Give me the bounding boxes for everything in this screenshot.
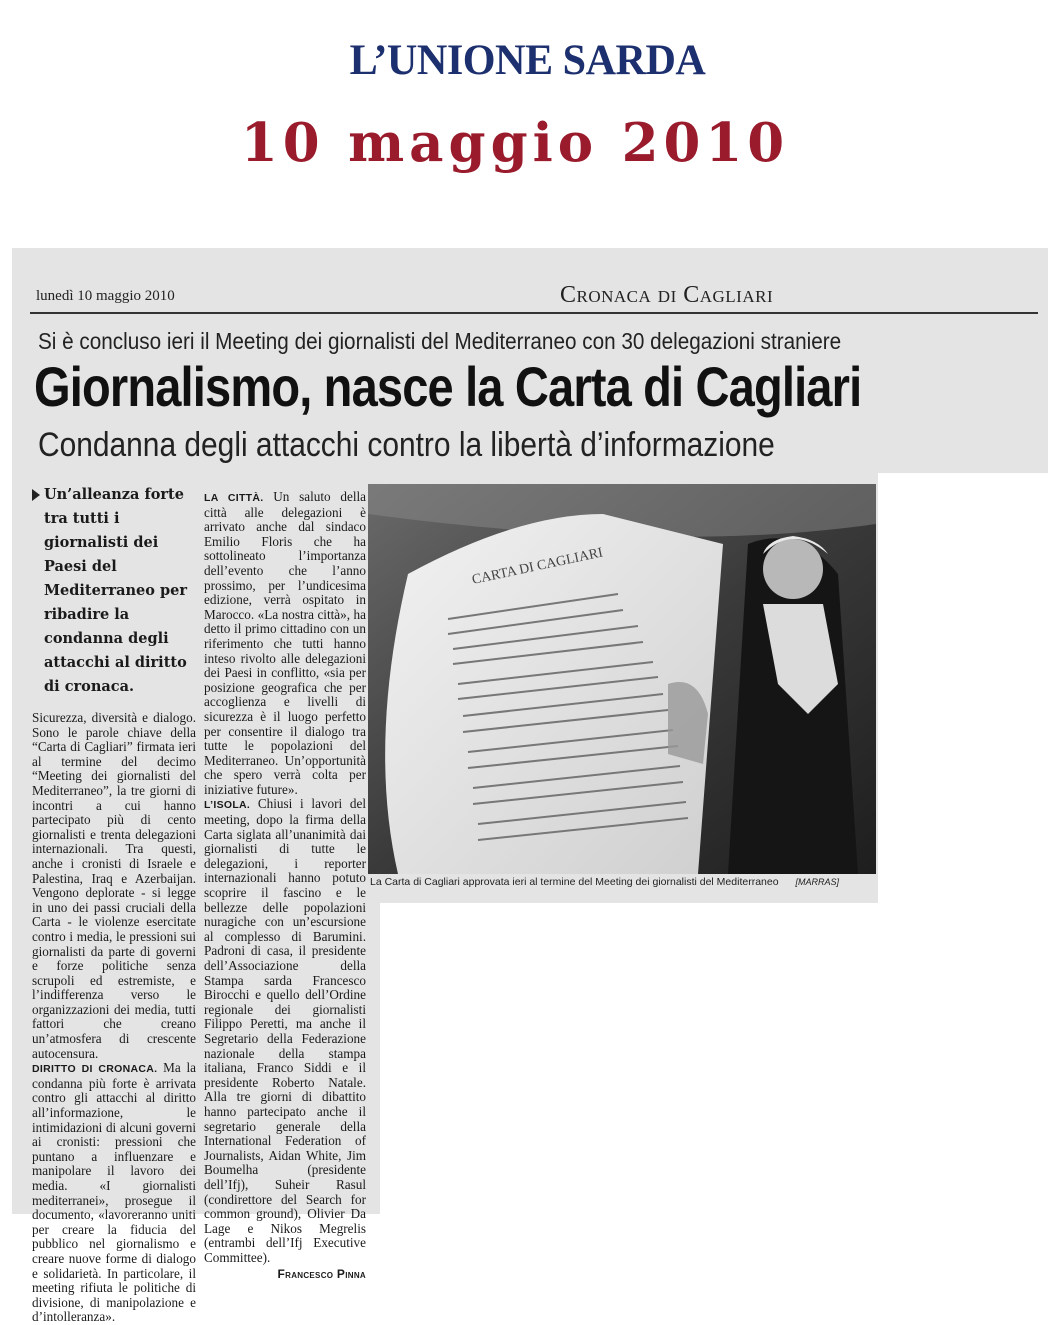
- clipping-cutout-bottom: [380, 903, 1048, 1214]
- body-paragraph-4: [204, 797, 366, 1265]
- bullet-marker-icon: [32, 489, 40, 501]
- subhead-citta: LA CITTÀ.: [204, 492, 264, 504]
- kicker: Si è concluso ieri il Meeting dei giornalisti del Mediterraneo con 30 delegazioni straniere: [38, 328, 842, 354]
- article-column-1: [32, 483, 196, 1325]
- subheadline: Condanna degli attacchi contro la libertà d’informazione: [38, 426, 775, 464]
- running-date: lunedì 10 maggio 2010: [36, 288, 175, 304]
- subhead-diritto: DIRITTO DI CRONACA.: [32, 1063, 158, 1076]
- lead-paragraph: [32, 483, 196, 699]
- newspaper-clipping: [12, 248, 1048, 1325]
- headline: Giornalismo, nasce la Carta di Cagliari: [34, 355, 862, 418]
- photo-illustration: [368, 484, 876, 874]
- masthead: L’UNIONE SARDA: [349, 37, 706, 84]
- lead-text: Un’alleanza forte tra tutti i giornalisti dei Paesi del Mediterraneo per ribadire la condanna degli attacchi al diritto di cronaca.: [44, 486, 188, 695]
- body-paragraph-1: Sicurezza, diversità e dialogo. Sono le parole chiave della “Carta di Cagliari” firmata ieri al termine del decimo “Meeting dei giornalisti del Mediterraneo”, la tre giorni di incontri a cui hanno partecipato più di cento giornalisti e trenta delegazioni internazionali. Tra questi, anche i cronisti di Israele e Palestina, Iraq e Azerbaijan. Vengono deplorate - si legge in uno dei passi cruciali della Carta - le violenze esercitate contro i media, le pressioni sui giornalisti da parte di governi e forze politiche senza scrupoli ed estremiste, e l’indifferenza verso le organizzazioni dei media, tutti fattori che creano un’atmosfera di crescente autocensura.: [32, 710, 196, 1061]
- body-paragraph-3: [204, 490, 366, 797]
- photo-caption: [370, 876, 876, 888]
- article-photo: [368, 484, 876, 874]
- article-column-2: [204, 490, 366, 1282]
- caption-text: La Carta di Cagliari approvata ieri al termine del Meeting dei giornalisti del Mediterraneo: [370, 876, 779, 888]
- clipping-cutout-right: [878, 473, 1048, 903]
- header-rule: [30, 312, 1038, 314]
- section-title: Cronaca di Cagliari: [560, 282, 774, 308]
- publication-date: 10 maggio 2010: [240, 112, 790, 174]
- photo-credit: [MARRAS]: [795, 877, 839, 887]
- body-paragraph-2-text: Ma la condanna più forte è arrivata contro gli attacchi al diritto all’informazione, le intimidazioni di alcuni governi ai cronisti: pressioni che puntano a influenzare e manipolare il lavoro dei media. «I giornalisti mediterranei», prosegue il documento, «lavoreranno uniti per creare la fiducia del pubblico nel giornalismo e creare nuove forme di dialogo e solidarietà. In particolare, il meeting rifiuta le politiche di divisione, di manipolazione e d’intolleranza».: [32, 1060, 196, 1325]
- charter-title: CARTA DI CAGLIARI: [470, 545, 605, 588]
- byline: Francesco Pinna: [277, 1267, 366, 1282]
- body-paragraph-4-text: Chiusi i lavori del meeting, dopo la firma della Carta siglata all’unanimità dai giornalisti di tutte le delegazioni, i reporter internazionali hanno potuto scoprire il fascino e le bellezze delle popolazioni nuragiche con un’escursione al complesso di Barumini. Padroni di casa, il presidente dell’Associazione della Stampa sarda Francesco Birocchi e quello dell’Ordine regionale dei giornalisti Filippo Peretti, ma anche il Segretario della Federazione nazionale della stampa italiana, Franco Siddi e il presidente Roberto Natale. Alla tre giorni di dibattito hanno partecipato anche il segretario generale della International Federation of Journalists, Aidan White, Jim Boumelha (presidente dell’Ifj), Suheir Rasul (condirettore del Search for common ground), Olivier Da Lage e Nikos Megrelis (entrambi dell’Ifj Executive Committee).: [204, 796, 366, 1265]
- body-paragraph-2: [32, 1061, 196, 1325]
- subhead-isola: L’ISOLA.: [204, 799, 251, 812]
- body-paragraph-3-text: Un saluto della città alle delegazioni è arrivato anche dal sindaco Emilio Floris che ha sottolineato l’importanza dell’evento che l’anno prossimo, per l’undicesima edizione, verrà ospitato in Marocco. «La nostra città», ha detto il primo cittadino con un riferimento che tutti hanno inteso rivolto alle delegazioni dei Paesi in conflitto, «sia per posizione geografica che per accoglienza e livelli di sicurezza è il luogo perfetto per consentire il dialogo tra tutte le popolazioni del Mediterraneo. Un’opportunità che spero verrà colta per iniziative future».: [204, 489, 367, 797]
